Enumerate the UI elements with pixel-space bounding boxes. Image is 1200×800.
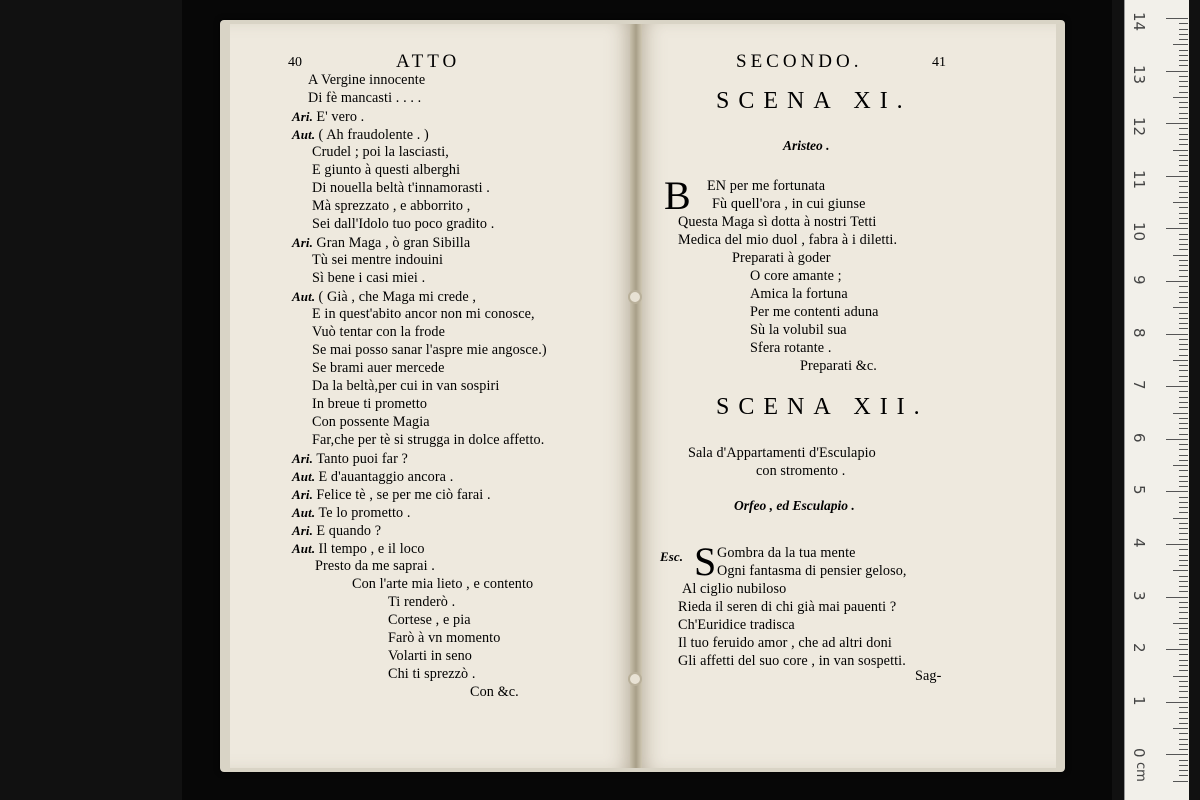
ruler-tick [1179,565,1188,566]
verse-text: Il tempo , e il loco [318,541,425,557]
ruler-tick [1179,607,1188,608]
text-line [315,558,435,575]
text-line [312,180,490,197]
text-line [312,252,443,269]
text-line [292,504,411,522]
text-line [388,594,455,611]
speaker-label: Aut. [292,469,319,484]
ruler-tick [1179,449,1188,450]
verse-text: Con l'arte mia lieto , e contento [352,576,534,592]
ruler-tick [1179,313,1188,314]
right-running-head: SECONDO. [736,51,863,72]
verse-text: Felice tè , se per me ciò farai . [316,487,491,503]
text-line [292,468,453,486]
ruler-tick [1179,60,1188,61]
ruler-label: 1 [1130,695,1148,706]
ruler-label: 13 [1130,64,1148,84]
ruler-tick [1179,523,1188,524]
ruler-label: 14 [1130,12,1148,32]
ruler-tick [1179,23,1188,24]
text-line [352,576,533,593]
left-running-head: ATTO [396,51,461,72]
verse-text: Tanto puoi far ? [316,451,408,467]
ruler-tick [1179,555,1188,556]
ruler-tick [1179,207,1188,208]
ruler-tick [1166,702,1188,703]
ruler-tick [1179,339,1188,340]
scene-xi-heading: SCENA XI. [716,88,912,114]
ruler-tick [1166,228,1188,229]
ruler-tick [1179,197,1188,198]
scene-xii-setting: Sala d'Appartamenti d'Esculapio [688,445,876,461]
ruler-tick [1179,533,1188,534]
text-line [292,234,470,252]
ruler-tick [1179,260,1188,261]
ruler-tick [1179,765,1188,766]
verse-text: Mà sprezzato , e abborrito , [312,198,471,214]
ruler-tick [1179,218,1188,219]
ruler-tick [1179,292,1188,293]
verse-text: Se mai posso sanar l'aspre mie angosce.) [312,342,547,358]
verse-text: E in quest'abito ancor non mi conosce, [312,306,535,322]
ruler-tick [1166,754,1188,755]
text-line [292,486,491,504]
verse-text: ( Già , che Maga mi crede , [318,289,477,305]
ruler-tick [1179,723,1188,724]
ruler-tick [1173,676,1188,677]
ruler-tick [1179,223,1188,224]
ruler-tick [1179,470,1188,471]
text-line [312,432,544,449]
ruler-tick [1179,618,1188,619]
verse-text: E giunto à questi alberghi [312,162,461,178]
ruler-tick [1179,581,1188,582]
ruler-tick [1179,34,1188,35]
ruler-tick [1179,612,1188,613]
ruler-tick [1179,302,1188,303]
verse-text: Sfera rotante . [750,340,832,356]
verse-text: A Vergine innocente [308,72,426,88]
verse-text: Se brami auer mercede [312,360,445,376]
text-line [470,684,519,701]
ruler-tick [1166,281,1188,282]
ruler-tick [1179,460,1188,461]
verse-text: Preparati &c. [800,358,877,374]
ruler-tick [1173,623,1188,624]
ruler-tick [1179,528,1188,529]
ruler-tick [1179,192,1188,193]
verse-text: EN per me fortunata [707,178,826,194]
text-line [388,630,500,647]
binding-thread [628,290,642,304]
text-line [312,198,470,215]
ruler-tick [1173,728,1188,729]
ruler-tick [1179,391,1188,392]
verse-text: Te lo prometto . [318,505,411,521]
ruler-tick [1179,486,1188,487]
right-page-number: 41 [932,55,946,70]
ruler-tick [1179,602,1188,603]
ruler-tick [1179,186,1188,187]
ruler-tick [1173,570,1188,571]
ruler-tick [1173,255,1188,256]
verse-text: Gli affetti del suo core , in van sospetti. [678,653,906,669]
ruler-label: 10 [1130,222,1148,242]
ruler-tick [1179,328,1188,329]
verse-text: Gran Maga , ò gran Sibilla [316,235,471,251]
ruler-tick [1179,507,1188,508]
ruler-tick [1179,397,1188,398]
ruler-label: 2 [1130,643,1148,653]
ruler-tick [1179,476,1188,477]
text-line [312,396,427,413]
ruler-tick [1179,29,1188,30]
verse-text: Di nouella beltà t'innamorasti . [312,180,490,196]
ruler-tick [1179,560,1188,561]
verse-text: Presto da me saprai . [315,558,435,574]
verse-text: Di fè mancasti . . . . [308,90,422,106]
ruler-tick [1179,239,1188,240]
ruler-tick [1179,107,1188,108]
ruler-tick [1166,439,1188,440]
speaker-label: Aut. [292,505,319,520]
text-line [312,162,460,179]
verse-text: Vuò tentar con la frode [312,324,446,340]
ruler-tick [1179,502,1188,503]
ruler-tick [1179,697,1188,698]
verse-text: Sì bene i casi miei . [312,270,426,286]
ruler-tick [1179,428,1188,429]
ruler-tick [1179,355,1188,356]
ruler-tick [1166,544,1188,545]
verse-text: In breue ti prometto [312,396,428,412]
ruler-tick [1166,597,1188,598]
ruler-tick [1179,628,1188,629]
ruler-tick [1179,707,1188,708]
speaker-label: Aut. [292,541,319,556]
verse-text: Con &c. [470,684,519,700]
ruler-tick [1179,633,1188,634]
text-line [312,306,535,323]
ruler-tick [1179,407,1188,408]
ruler-tick [1173,97,1188,98]
ruler-tick [1179,171,1188,172]
text-line [312,378,499,395]
ruler-label: 3 [1130,590,1148,601]
ruler-tick [1179,370,1188,371]
ruler-tick [1179,118,1188,119]
ruler-label: 12 [1130,117,1148,137]
verse-text: Per me contenti aduna [750,304,879,320]
drop-cap-s: S [694,539,717,584]
verse-text: Tù sei mentre indouini [312,252,444,268]
verse-text: E quando ? [316,523,382,539]
ruler-tick [1179,591,1188,592]
verse-text: Ti renderò . [388,594,456,610]
ruler-tick [1179,539,1188,540]
ruler-tick [1179,144,1188,145]
speaker-label: Aut. [292,127,319,142]
ruler-tick [1179,92,1188,93]
ruler-tick [1179,244,1188,245]
ruler-tick [1166,123,1188,124]
ruler-tick [1179,265,1188,266]
ruler-tick [1179,113,1188,114]
ruler-tick [1173,413,1188,414]
ruler-unit: cm [1133,762,1148,782]
ruler-tick [1179,512,1188,513]
ruler-tick [1179,670,1188,671]
ruler-label: 6 [1130,432,1148,443]
ruler-tick [1179,65,1188,66]
text-line [292,288,476,306]
scene-xi-persons: Aristeo . [783,138,830,153]
ruler-tick [1166,386,1188,387]
ruler-tick [1179,497,1188,498]
ruler-tick [1179,418,1188,419]
ruler-tick [1179,744,1188,745]
verse-text: Amica la fortuna [750,286,848,302]
ruler-tick [1166,71,1188,72]
ruler-tick [1179,639,1188,640]
ruler-tick [1173,150,1188,151]
ruler-tick [1166,491,1188,492]
catchword: Sag- [915,668,942,684]
ruler-tick [1179,586,1188,587]
speaker-label: Ari. [292,487,317,502]
ruler-tick [1173,307,1188,308]
text-line [312,414,430,431]
ruler-tick [1179,644,1188,645]
text-line [312,270,425,287]
text-line [292,126,429,144]
ruler-tick [1173,518,1188,519]
ruler-tick [1179,481,1188,482]
ruler-tick [1179,39,1188,40]
ruler-tick [1179,381,1188,382]
ruler-label: 9 [1130,275,1148,285]
drop-cap-b: B [664,173,691,218]
ruler-tick [1179,55,1188,56]
ruler-tick [1179,654,1188,655]
text-line [312,324,445,341]
text-line [312,360,444,377]
ruler-tick [1179,134,1188,135]
verse-text: Chi ti sprezzò . [388,666,476,682]
ruler-tick [1179,81,1188,82]
speaker-label: Ari. [292,523,317,538]
ruler-tick [1179,128,1188,129]
verse-text: Crudel ; poi la lasciasti, [312,144,449,160]
speaker-label: Ari. [292,109,317,124]
ruler-tick [1179,349,1188,350]
verse-text: Volarti in seno [388,648,472,664]
verse-text: Far,che per tè si strugga in dolce affetto. [312,432,545,448]
ruler-tick [1179,76,1188,77]
left-page-number: 40 [288,55,302,70]
ruler-tick [1179,660,1188,661]
text-line [312,144,449,161]
ruler-tick [1179,423,1188,424]
ruler-label: 5 [1130,485,1148,495]
speaker-label: Ari. [292,235,317,250]
verse-text: Fù quell'ora , in cui giunse [712,196,866,212]
ruler-label: 7 [1130,380,1148,390]
verse-text: Gombra da la tua mente [717,545,856,561]
ruler-tick [1179,234,1188,235]
text-line [308,90,421,107]
ruler-tick [1179,739,1188,740]
ruler-tick [1166,649,1188,650]
speaker-label: Esc. [660,549,684,564]
ruler-label: 0 [1130,748,1148,758]
verse-text: Da la beltà,per cui in van sospiri [312,378,500,394]
ruler-tick [1179,681,1188,682]
ruler-tick [1179,691,1188,692]
ruler-tick [1179,444,1188,445]
verse-text: Cortese , e pia [388,612,471,628]
verse-text: Farò à vn momento [388,630,501,646]
text-line [308,72,425,89]
verse-text: Ogni fantasma di pensier geloso, [717,563,907,579]
scene-xii-setting-cont: con stromento . [756,463,846,479]
ruler-tick [1179,139,1188,140]
text-line [292,540,425,558]
scene-xii-heading: SCENA XII. [716,394,929,420]
ruler-label: 11 [1130,169,1148,189]
ruler-tick [1179,102,1188,103]
ruler-tick [1179,297,1188,298]
scene-xii-persons: Orfeo , ed Esculapio . [734,498,855,513]
text-line [292,450,408,468]
ruler-tick [1173,465,1188,466]
ruler-tick [1179,760,1188,761]
verse-text: ( Ah fraudolente . ) [318,127,429,143]
verse-text: E' vero . [316,109,365,125]
ruler-tick [1173,781,1188,782]
ruler-tick [1179,770,1188,771]
ruler-tick [1173,202,1188,203]
text-line [388,648,472,665]
verse-text: Ch'Euridice tradisca [678,617,795,633]
verse-text: Questa Maga sì dotta à nostri Tetti [678,214,877,230]
ruler-tick [1179,86,1188,87]
verse-text: O core amante ; [750,268,842,284]
verse-text: Rieda il seren di chi già mai pauenti ? [678,599,897,615]
ruler-tick [1179,749,1188,750]
ruler-label: 8 [1130,327,1148,338]
ruler-tick [1179,402,1188,403]
ruler-tick [1179,276,1188,277]
ruler-tick [1179,576,1188,577]
verse-text: Al ciglio nubiloso [682,581,787,597]
binding-thread [628,672,642,686]
text-line [292,108,364,126]
ruler-tick [1179,155,1188,156]
verse-text: Sei dall'Idolo tuo poco gradito . [312,216,495,232]
ruler-tick [1179,318,1188,319]
ruler-tick [1173,360,1188,361]
ruler-tick [1166,18,1188,19]
ruler-tick [1179,665,1188,666]
ruler-tick [1179,286,1188,287]
ruler-tick [1179,455,1188,456]
ruler-tick [1179,160,1188,161]
speaker-label: Aut. [292,289,319,304]
ruler-tick [1166,334,1188,335]
verse-text: Il tuo feruido amor , che ad altri doni [678,635,892,651]
speaker-label: Ari. [292,451,317,466]
verse-text: Preparati à goder [732,250,831,266]
ruler-tick [1179,434,1188,435]
text-line [388,612,471,629]
ruler-tick [1179,365,1188,366]
ruler-tick [1173,44,1188,45]
ruler-tick [1179,712,1188,713]
ruler-tick [1179,718,1188,719]
verse-text: E d'auantaggio ancora . [318,469,454,485]
verse-text: Medica del mio duol , fabra à i diletti. [678,232,898,248]
ruler-tick [1179,181,1188,182]
ruler-tick [1179,376,1188,377]
ruler-tick [1179,686,1188,687]
ruler-tick [1179,775,1188,776]
ruler-tick [1179,344,1188,345]
text-line [388,666,476,683]
verse-text: Con possente Magia [312,414,430,430]
text-line [312,216,494,233]
ruler-label: 4 [1130,538,1148,548]
ruler-tick [1179,165,1188,166]
ruler-tick [1179,323,1188,324]
book-gutter [630,24,642,768]
ruler-tick [1179,213,1188,214]
ruler-tick [1179,733,1188,734]
ruler-tick [1179,270,1188,271]
verse-text: Sù la volubil sua [750,322,847,338]
text-line [312,342,547,359]
ruler-tick [1166,176,1188,177]
ruler-tick [1179,249,1188,250]
text-line [292,522,381,540]
ruler-tick [1179,50,1188,51]
ruler-tick [1179,549,1188,550]
